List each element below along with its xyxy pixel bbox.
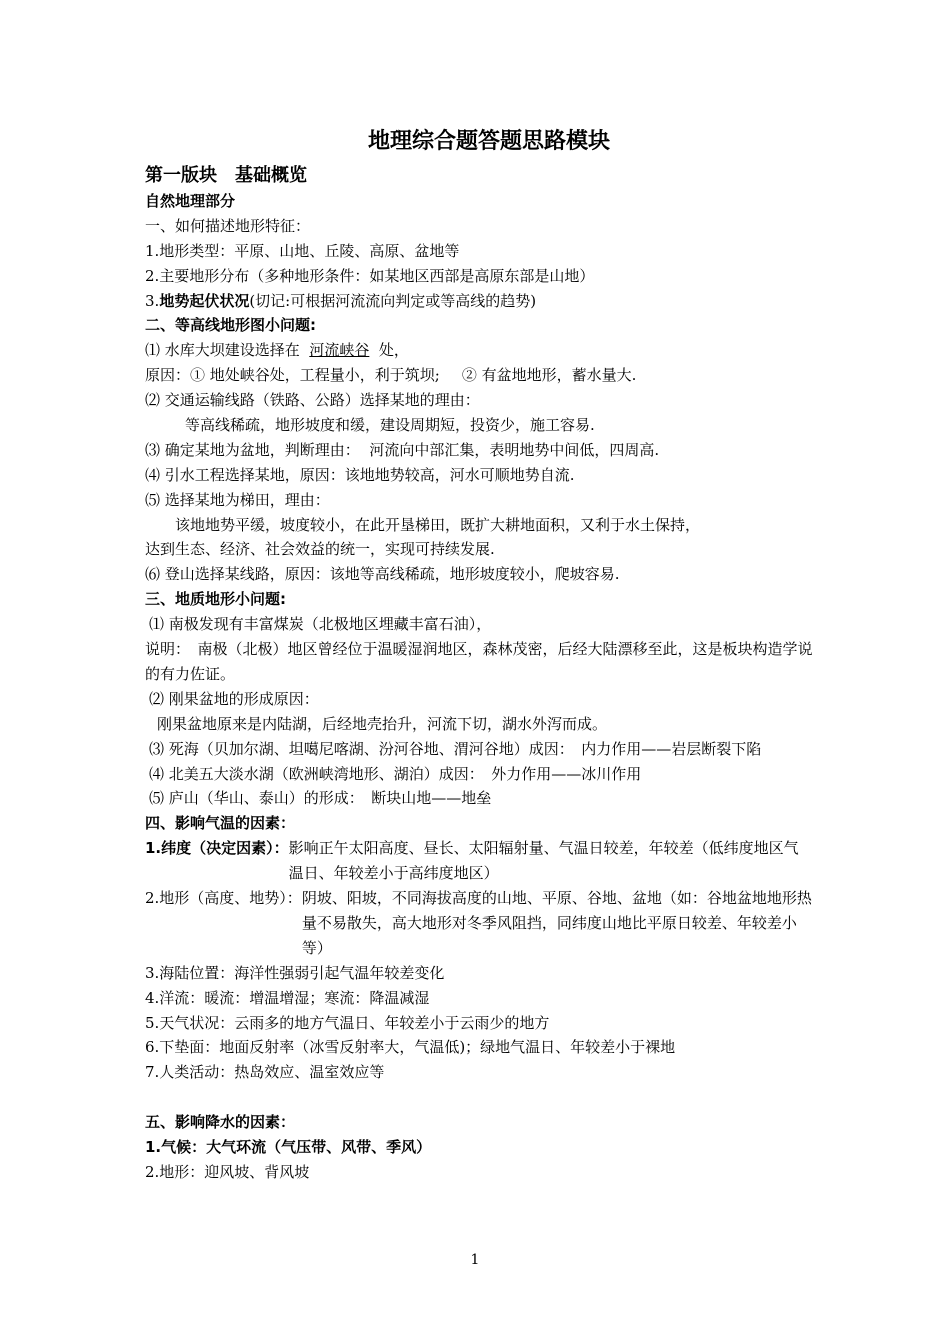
s1-line-1: 1.地形类型：平原、山地、丘陵、高原、盆地等 bbox=[145, 241, 460, 260]
s4-heading: 四、影响气温的因素： bbox=[145, 814, 296, 833]
document-title: 地理综合题答题思路模块 bbox=[367, 129, 610, 154]
document-page bbox=[145, 126, 813, 1185]
s3-q3: ⑶ 死海（贝加尔湖、坦噶尼喀湖、汾河谷地、渭河谷地）成因： 内力作用——岩层断裂下陷 bbox=[149, 739, 762, 758]
s4-item-5: 5.天气状况：云雨多的地方气温日、年较差小于云雨少的地方 bbox=[145, 1013, 550, 1032]
s5-item-1: 1.气候：大气环流（气压带、风带、季风） bbox=[145, 1138, 432, 1157]
s3-q2-answer: 刚果盆地原来是内陆湖，后经地壳抬升，河流下切，湖水外泻而成。 bbox=[157, 714, 608, 733]
s2-q2: ⑵ 交通运输线路（铁路、公路）选择某地的理由： bbox=[145, 391, 480, 410]
s4-item-2-label: 2.地形（高度、地势）： bbox=[145, 889, 302, 908]
s2-heading: 二、等高线地形图小问题: bbox=[145, 316, 316, 335]
s4-item-6: 6.下垫面：地面反射率（冰雪反射率大，气温低)；绿地气温日、年较差小于裸地 bbox=[145, 1038, 676, 1057]
s1-line-2: 2.主要地形分布（多种地形条件：如某地区西部是高原东部是山地） bbox=[145, 266, 595, 285]
s1-line-3 bbox=[145, 289, 813, 314]
s1-line-3-num: 3. bbox=[145, 291, 160, 310]
s2-q1 bbox=[145, 338, 813, 363]
s2-q2-answer: 等高线稀疏，地形坡度和缓，建设周期短，投资少，施工容易. bbox=[185, 416, 595, 435]
s4-item-1-text: 影响正午太阳高度、昼长、太阳辐射量、气温日较差，年较差（低纬度地区气温日、年较差小于高纬度地区） bbox=[288, 839, 799, 883]
s2-q1-reason-1: 原因：① 地处峡谷处，工程量小，利于筑坝; bbox=[145, 366, 440, 385]
page-number: 1 bbox=[470, 1252, 480, 1268]
s2-q1-post: 处， bbox=[378, 341, 409, 360]
s4-item-1-label: 1.纬度（决定因素）： bbox=[145, 839, 289, 858]
s2-q1-reason-2: ② 有盆地地形，蓄水量大. bbox=[461, 366, 637, 385]
s3-q1: ⑴ 南极发现有丰富煤炭（北极地区埋藏丰富石油）， bbox=[149, 615, 492, 634]
blank-line bbox=[145, 1085, 813, 1110]
s3-q4: ⑷ 北美五大淡水湖（欧洲峡湾地形、湖泊）成因： 外力作用——冰川作用 bbox=[149, 764, 642, 783]
s2-q5-answer-1: 该地地势平缓，坡度较小，在此开垦梯田，既扩大耕地面积，又利于水土保持， bbox=[175, 515, 701, 534]
s4-item-7: 7.人类活动：热岛效应、温室效应等 bbox=[145, 1063, 385, 1082]
s1-line-3-rest: (切记:可根据河流流向判定或等高线的趋势) bbox=[249, 291, 537, 310]
s4-item-3: 3.海陆位置：海洋性强弱引起气温年较差变化 bbox=[145, 963, 445, 982]
s5-heading: 五、影响降水的因素： bbox=[145, 1113, 296, 1132]
sub-heading: 自然地理部分 bbox=[145, 192, 236, 210]
s3-q1-answer: 说明： 南极（北极）地区曾经位于温暖湿润地区，森林茂密，后经大陆漂移至此，这是板块构造学说的有力佐证。 bbox=[145, 640, 813, 683]
s4-item-1 bbox=[145, 836, 813, 886]
s2-q1-underlined: 河流峡谷 bbox=[309, 341, 370, 360]
s4-item-2 bbox=[145, 886, 813, 961]
s2-q1-pre: ⑴ 水库大坝建设选择在 bbox=[145, 341, 300, 360]
s2-q5: ⑸ 选择某地为梯田，理由： bbox=[145, 490, 330, 509]
s1-line-3-bold: 地势起伏状况 bbox=[159, 291, 250, 310]
s3-heading: 三、地质地形小问题: bbox=[145, 590, 286, 609]
s2-q5-answer-2: 达到生态、经济、社会效益的统一，实现可持续发展. bbox=[145, 540, 495, 559]
s2-q1-reason bbox=[145, 363, 813, 388]
s1-heading: 一、如何描述地形特征： bbox=[145, 216, 311, 235]
s2-q3 bbox=[145, 438, 813, 463]
s3-q5: ⑸ 庐山（华山、泰山）的形成： 断块山地——地垒 bbox=[149, 789, 492, 808]
s2-q3-answer: 河流向中部汇集，表明地势中间低，四周高. bbox=[369, 440, 660, 459]
s3-q2: ⑵ 刚果盆地的形成原因： bbox=[149, 689, 319, 708]
s4-item-4: 4.洋流：暖流：增温增湿；寒流：降温减湿 bbox=[145, 988, 430, 1007]
s4-item-2-text: 阴坡、阳坡，不同海拔高度的山地、平原、谷地、盆地（如：谷地盆地地形热量不易散失，高大地形对冬季风阻挡，同纬度山地比平原日较差、年较差小等） bbox=[301, 889, 812, 957]
s5-item-2: 2.地形：迎风坡、背风坡 bbox=[145, 1162, 310, 1181]
part-heading: 第一版块 基础概览 bbox=[145, 165, 307, 186]
s2-q3-question: ⑶ 确定某地为盆地，判断理由： bbox=[145, 440, 360, 459]
s2-q4: ⑷ 引水工程选择某地，原因：该地地势较高，河水可顺地势自流. bbox=[145, 465, 575, 484]
s2-q6: ⑹ 登山选择某线路，原因：该地等高线稀疏，地形坡度较小，爬坡容易. bbox=[145, 565, 620, 584]
